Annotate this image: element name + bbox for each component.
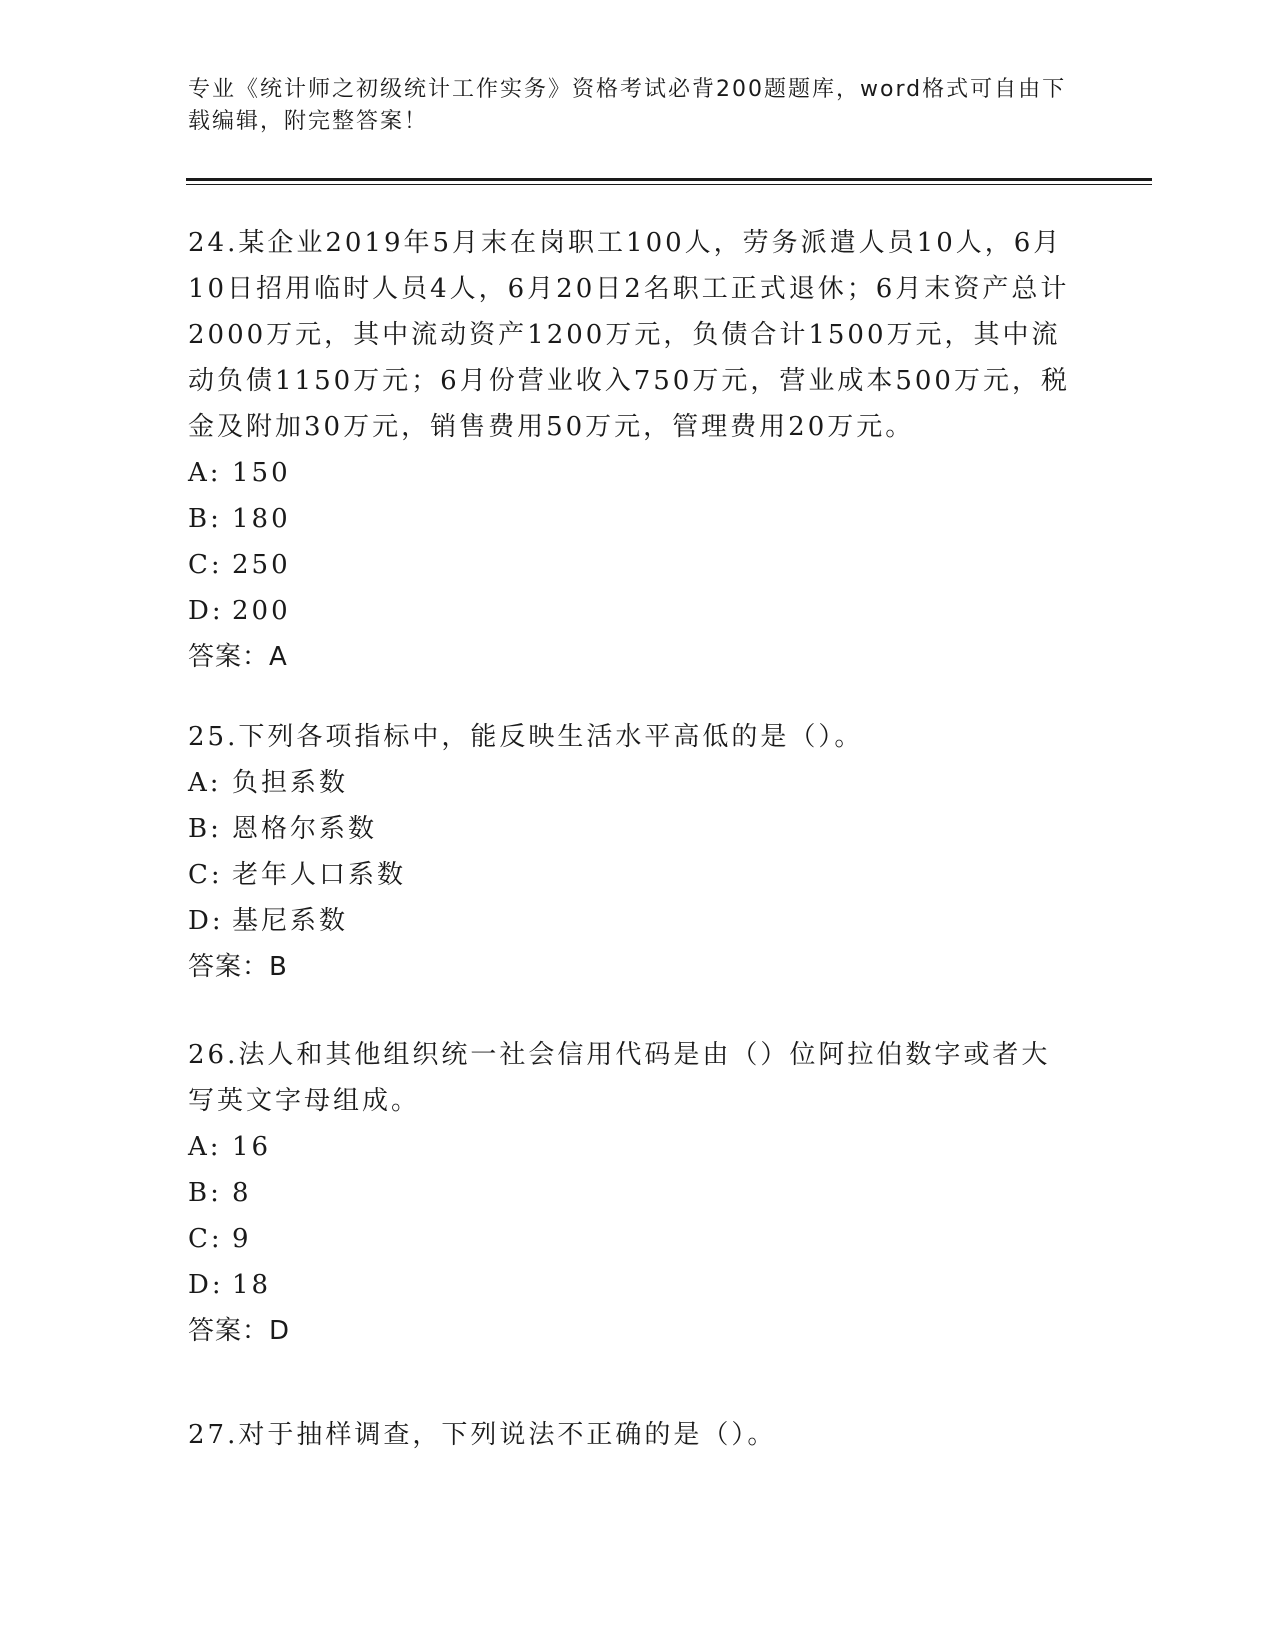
- option-text: 8: [232, 1178, 252, 1208]
- option-letter: C:: [188, 860, 223, 890]
- option-letter: B:: [188, 504, 222, 534]
- question-27: [188, 1412, 1078, 1458]
- option-text: 负担系数: [232, 768, 349, 798]
- question-24: [188, 220, 1078, 680]
- option-text: 恩格尔系数: [232, 814, 378, 844]
- question-26: [188, 1032, 1078, 1354]
- option-d: [188, 1262, 1078, 1308]
- answer: 答案：D: [188, 1316, 291, 1346]
- option-a: [188, 1124, 1078, 1170]
- option-text: 9: [232, 1224, 252, 1254]
- option-c: [188, 542, 1078, 588]
- option-letter: D:: [188, 596, 224, 626]
- option-letter: C:: [188, 550, 223, 580]
- option-letter: A:: [188, 458, 222, 488]
- option-text: 200: [232, 596, 291, 626]
- option-text: 250: [232, 550, 291, 580]
- option-c: [188, 1216, 1078, 1262]
- option-letter: D:: [188, 906, 224, 936]
- document-header: 专业《统计师之初级统计工作实务》资格考试必背200题题库，word格式可自由下载编辑，附完整答案！: [188, 77, 1067, 134]
- option-a: [188, 760, 1078, 806]
- option-a: [188, 450, 1078, 496]
- header-rule-thin: [186, 184, 1152, 185]
- option-letter: A:: [188, 1132, 222, 1162]
- header-rule-thick: [186, 178, 1152, 181]
- option-text: 16: [232, 1132, 272, 1162]
- option-text: 180: [232, 504, 291, 534]
- question-25: [188, 714, 1078, 990]
- option-c: [188, 852, 1078, 898]
- option-letter: D:: [188, 1270, 224, 1300]
- question-stem: 26.法人和其他组织统一社会信用代码是由（）位阿拉伯数字或者大写英文字母组成。: [188, 1040, 1051, 1116]
- option-b: [188, 1170, 1078, 1216]
- option-letter: A:: [188, 768, 222, 798]
- option-letter: B:: [188, 814, 222, 844]
- option-b: [188, 806, 1078, 852]
- option-b: [188, 496, 1078, 542]
- option-text: 150: [232, 458, 291, 488]
- question-stem: 27.对于抽样调查，下列说法不正确的是（）。: [188, 1420, 777, 1450]
- option-letter: C:: [188, 1224, 223, 1254]
- option-d: [188, 898, 1078, 944]
- option-text: 18: [232, 1270, 272, 1300]
- answer: 答案：B: [188, 952, 288, 982]
- option-d: [188, 588, 1078, 634]
- option-letter: B:: [188, 1178, 222, 1208]
- question-stem: 24.某企业2019年5月末在岗职工100人，劳务派遣人员10人，6月10日招用临时人员4人，6月20日2名职工正式退休；6月末资产总计2000万元，其中流动资产1200万元，负债合计1500万元，其中流动负债1150万元；6月份营业收入750万元，营业成本500万元，税金及附加30万元，销售费用50万元，管理费用20万元。: [188, 228, 1070, 442]
- question-stem: 25.下列各项指标中，能反映生活水平高低的是（）。: [188, 722, 864, 752]
- option-text: 基尼系数: [232, 906, 349, 936]
- option-text: 老年人口系数: [232, 860, 407, 890]
- answer: 答案：A: [188, 642, 288, 672]
